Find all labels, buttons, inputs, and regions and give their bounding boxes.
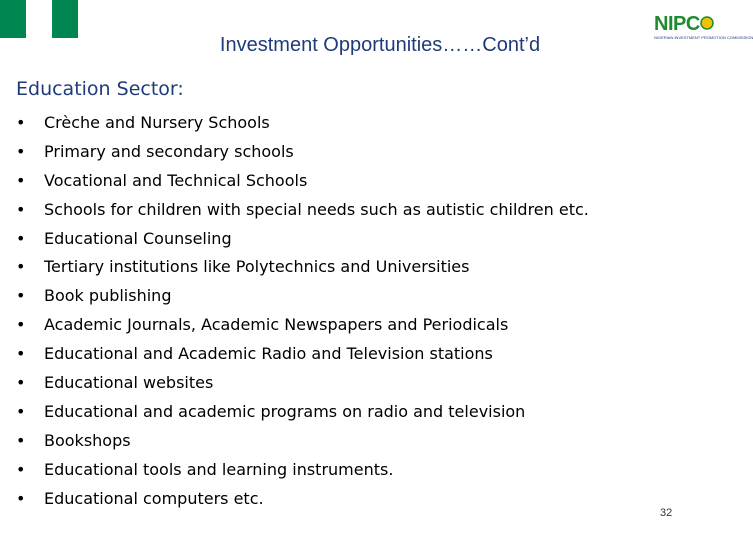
list-item-text: Book publishing bbox=[44, 286, 172, 306]
logo-emblem-icon bbox=[700, 16, 714, 30]
list-item bbox=[16, 428, 706, 457]
bullet-icon: • bbox=[16, 401, 26, 421]
slide-title: Investment Opportunities……Cont’d bbox=[219, 34, 541, 56]
page-number: 32 bbox=[660, 507, 673, 519]
list-item-text: Crèche and Nursery Schools bbox=[44, 113, 270, 132]
list-item bbox=[16, 226, 706, 255]
bullet-icon: • bbox=[16, 170, 26, 190]
flag-green-band-left bbox=[0, 0, 26, 38]
nipc-logo bbox=[650, 13, 753, 48]
bullet-icon: • bbox=[16, 199, 26, 219]
list-item bbox=[16, 341, 706, 370]
logo-subtitle: NIGERIAN INVESTMENT PROMOTION COMMISSION bbox=[654, 35, 753, 40]
section-heading-colon: : bbox=[177, 78, 184, 100]
section-heading bbox=[16, 78, 184, 100]
list-item bbox=[16, 399, 706, 428]
list-item bbox=[16, 486, 706, 515]
bullet-icon: • bbox=[16, 113, 26, 132]
bullet-icon: • bbox=[16, 344, 26, 364]
list-item bbox=[16, 312, 706, 341]
list-item bbox=[16, 283, 706, 312]
list-item-text: Educational and Academic Radio and Television stations bbox=[44, 344, 493, 364]
list-item-text: Educational computers etc. bbox=[44, 488, 264, 508]
section-heading-label: Education Sector bbox=[16, 78, 178, 100]
logo-text: NIPC bbox=[654, 13, 700, 35]
list-item-text: Educational tools and learning instruments. bbox=[44, 459, 394, 479]
list-item bbox=[16, 168, 706, 197]
list-item bbox=[16, 197, 706, 226]
bullet-icon: • bbox=[16, 257, 26, 277]
bullet-icon: • bbox=[16, 430, 26, 450]
bullet-icon: • bbox=[16, 228, 26, 248]
list-item bbox=[16, 370, 706, 399]
bullet-icon: • bbox=[16, 459, 26, 479]
nigeria-flag-icon bbox=[0, 0, 78, 38]
list-item bbox=[16, 139, 706, 168]
list-item-text: Primary and secondary schools bbox=[44, 141, 294, 161]
list-item-text: Educational and academic programs on radio and television bbox=[44, 401, 526, 421]
flag-green-band-right bbox=[52, 0, 78, 38]
bullet-icon: • bbox=[16, 373, 26, 393]
flag-white-band bbox=[26, 0, 52, 38]
list-item-text: Vocational and Technical Schools bbox=[44, 170, 308, 190]
list-item bbox=[16, 110, 706, 139]
list-item bbox=[16, 457, 706, 486]
list-item bbox=[16, 254, 706, 283]
list-item-text: Schools for children with special needs such as autistic children etc. bbox=[44, 199, 589, 219]
list-item-text: Tertiary institutions like Polytechnics and Universities bbox=[44, 257, 470, 277]
bullet-icon: • bbox=[16, 488, 26, 508]
list-item-text: Educational websites bbox=[44, 373, 214, 393]
list-item-text: Academic Journals, Academic Newspapers and Periodicals bbox=[44, 315, 509, 335]
bullet-icon: • bbox=[16, 315, 26, 335]
bullet-icon: • bbox=[16, 286, 26, 306]
bullet-list bbox=[16, 110, 706, 514]
bullet-icon: • bbox=[16, 141, 26, 161]
list-item-text: Bookshops bbox=[44, 430, 131, 450]
list-item-text: Educational Counseling bbox=[44, 228, 232, 248]
